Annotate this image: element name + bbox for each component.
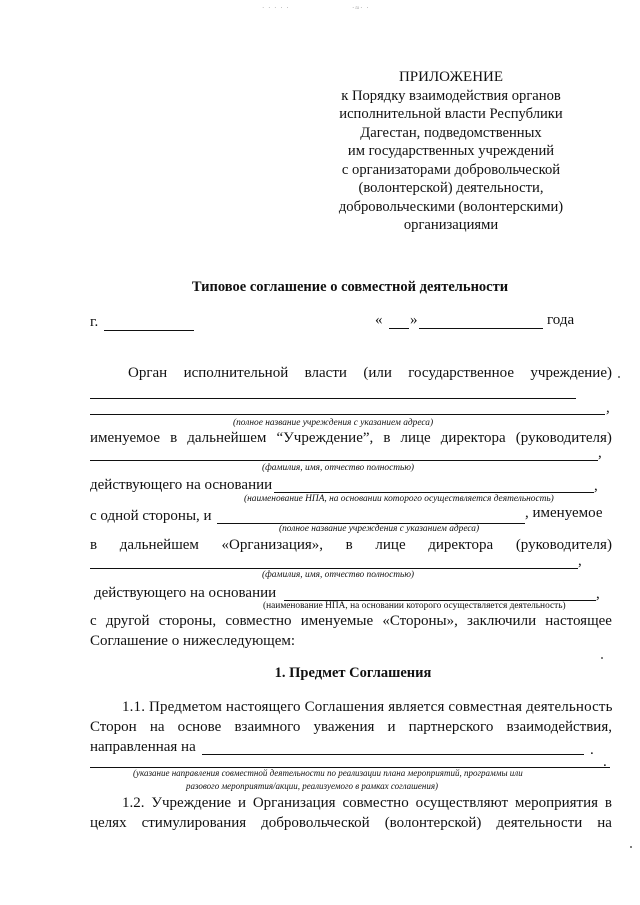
clause-1-2-line-2 (90, 815, 612, 832)
word: в (345, 537, 353, 553)
npa-blank (274, 492, 594, 493)
scan-mark: · · · · · (262, 4, 290, 12)
word: добровольческой (261, 815, 370, 831)
word: на (149, 719, 165, 735)
word: осуществляют (415, 795, 509, 811)
word: именуемое (90, 430, 160, 446)
clause-1-2-line-1 (122, 795, 612, 812)
director-fio-blank (90, 460, 598, 461)
word: в (90, 537, 98, 553)
word: именуемые (300, 613, 374, 629)
appendix-title: ПРИЛОЖЕНИЕ (398, 69, 504, 85)
word: дальнейшем (187, 430, 267, 446)
word: власти (304, 365, 347, 381)
intro-line (90, 613, 612, 630)
acting-on-basis-2: действующего на основании (94, 585, 277, 601)
date-open-quote: « (375, 312, 383, 328)
date-month-blank (419, 328, 543, 329)
word: настоящее (545, 613, 612, 629)
document-title: Типовое соглашение о совместной деятельности (191, 279, 509, 295)
word: в (170, 430, 178, 446)
hint-npa-2: (наименование НПА, на основании которого осуществляется деятельность) (263, 601, 566, 611)
clause-1-1-line-2 (90, 719, 612, 736)
organ-name-blank-2 (90, 414, 605, 415)
period: . (603, 754, 607, 770)
clause-1-1-line-1: 1.1. Предметом настоящего Соглашения является совместная деятельность (122, 699, 613, 715)
word: директора (428, 537, 494, 553)
word: исполнительной (183, 365, 289, 381)
hint-full-name: (полное название учреждения с указанием адреса) (233, 418, 434, 428)
period: . (590, 742, 594, 758)
word: и (237, 795, 246, 811)
word: (руководителя) (515, 430, 612, 446)
word: мероприятия (514, 795, 599, 811)
intro-line (90, 537, 612, 554)
word: в (383, 430, 391, 446)
hint-direction-1: (указание направления совместной деятельности по реализации плана мероприятий, программы или (133, 768, 523, 778)
word: Орган (128, 365, 168, 381)
word: заключили (467, 613, 537, 629)
word: в (604, 795, 612, 811)
word: «Организация», (221, 537, 324, 553)
city-prefix: г. (90, 314, 99, 330)
word: целях (90, 815, 127, 831)
scan-dot (601, 657, 603, 659)
word: (руководителя) (515, 537, 612, 553)
word: директора (440, 430, 506, 446)
appendix-line: Дагестан, подведомственных (360, 124, 542, 141)
word: государственное (408, 365, 514, 381)
word: (или (363, 365, 392, 381)
appendix-line: с организаторами добровольческой (341, 161, 561, 178)
acting-on-basis: действующего на основании (90, 477, 273, 493)
date-day-blank (389, 328, 409, 329)
word: стороны, (158, 613, 217, 629)
appendix-line: (волонтерской) деятельности, (358, 180, 544, 196)
year-word: года (547, 312, 575, 328)
word: совместно (342, 795, 409, 811)
word: взаимодействия, (506, 719, 612, 735)
word: основе (177, 719, 222, 735)
word: лице (375, 537, 406, 553)
scan-dot (630, 846, 632, 848)
word: “Учреждение”, (276, 430, 374, 446)
word: и (387, 719, 396, 735)
appendix-line: им государственных учреждений (347, 143, 555, 159)
comma: , (596, 586, 600, 602)
word: лице (400, 430, 431, 446)
word: (волонтерской) (384, 815, 482, 831)
word: «Стороны», (382, 613, 458, 629)
word: Учреждение (151, 795, 232, 811)
intro-line (128, 365, 612, 382)
word: стимулирования (141, 815, 247, 831)
word: с (90, 613, 97, 629)
word: уважения (313, 719, 375, 735)
scan-dot (618, 376, 620, 378)
direction-blank-1 (202, 754, 584, 755)
comma: , (578, 553, 582, 569)
intro-line (90, 430, 612, 447)
appendix-line: исполнительной власти Республики (339, 106, 563, 122)
one-side-text: с одной стороны, и (90, 508, 212, 524)
director-fio-blank-2 (90, 568, 578, 569)
word: другой (105, 613, 150, 629)
word: дальнейшем (119, 537, 199, 553)
comma: , (606, 400, 610, 416)
hint-direction-2: разового мероприятия/акции, реализуемого в рамках соглашения) (186, 781, 439, 791)
word: взаимного (234, 719, 301, 735)
appendix-line: организациями (403, 217, 499, 233)
word: партнерского (408, 719, 494, 735)
hint-fio: (фамилия, имя, отчество полностью) (262, 463, 415, 473)
clause-1-1-line-3: направленная на (90, 739, 196, 755)
comma: , (594, 478, 598, 494)
word: совместно (225, 613, 292, 629)
word: на (597, 815, 612, 831)
appendix-line: к Порядку взаимодействия органов (341, 87, 561, 104)
intro-last-line: Соглашение о нижеследующем: (90, 633, 296, 649)
word: учреждение) (530, 365, 612, 381)
hint-npa: (наименование НПА, на основании которого осуществляется деятельность) (244, 494, 554, 504)
appendix-line: добровольческими (волонтерскими) (338, 198, 564, 215)
appendix-block (326, 68, 576, 235)
organ-name-blank-1 (90, 398, 576, 399)
hint-full-name-2: (полное название учреждения с указанием адреса) (279, 524, 480, 534)
word: деятельности (496, 815, 583, 831)
word: Организация (252, 795, 336, 811)
date-close-quote: » (410, 312, 418, 328)
word: Сторон (90, 719, 137, 735)
section-heading: 1. Предмет Соглашения (274, 665, 432, 681)
comma: , (598, 445, 602, 461)
hint-fio-2: (фамилия, имя, отчество полностью) (262, 570, 415, 580)
city-blank (104, 330, 194, 331)
scan-mark: ·≈· · (352, 4, 370, 12)
word: 1.2. (122, 795, 145, 811)
named-text: , именуемое (525, 505, 603, 521)
